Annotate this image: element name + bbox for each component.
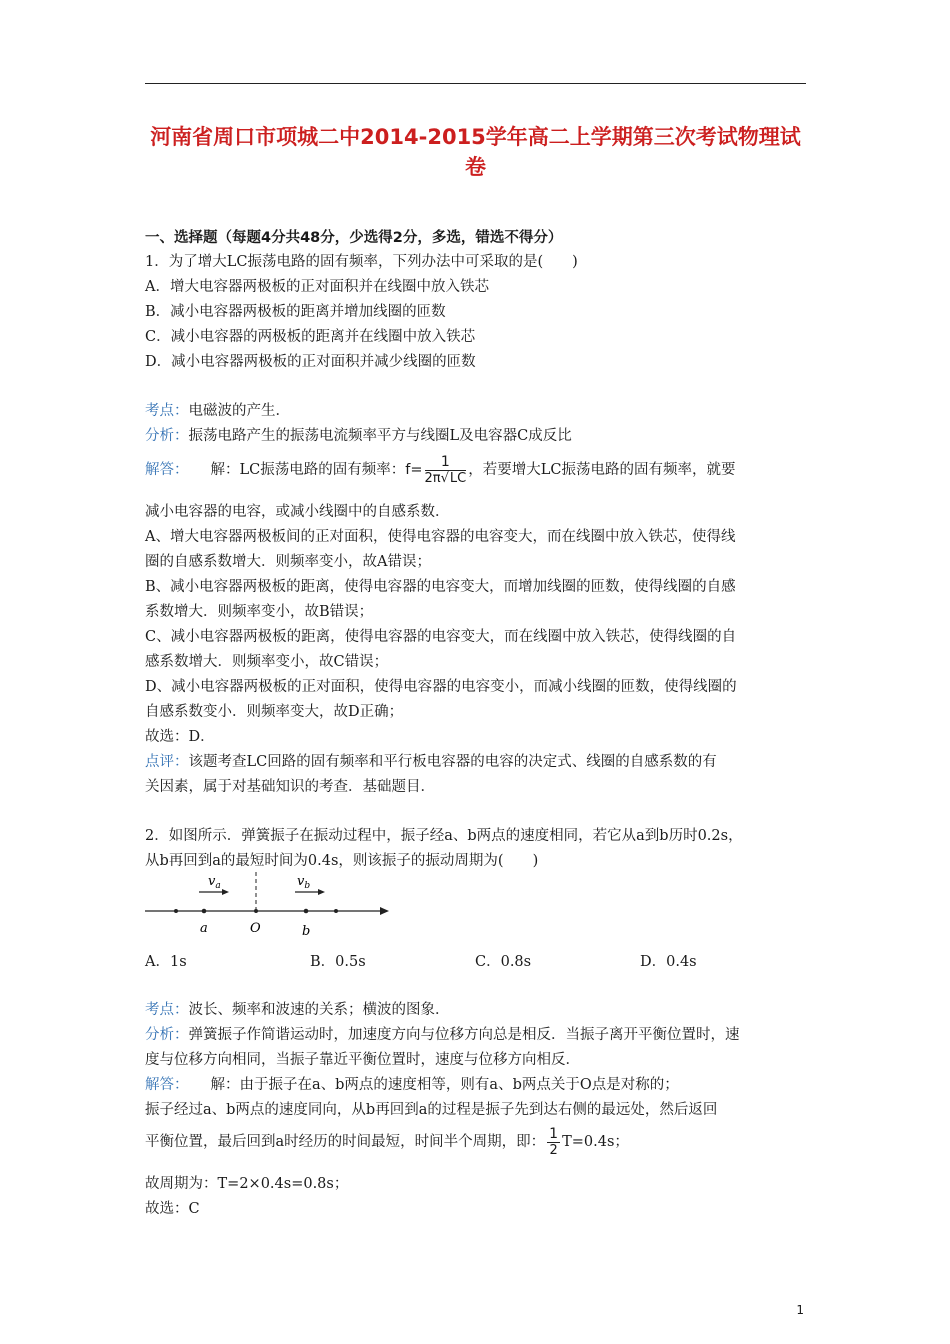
q1-option-d: D．减小电容器两极板的正对面积并减少线圈的匝数 bbox=[145, 354, 476, 370]
q1-line: 感系数增大．则频率变小，故C错误； bbox=[145, 654, 389, 670]
q1-dianping-cont: 关因素，属于对基础知识的考查．基础题目． bbox=[145, 779, 435, 795]
q1-line: 系数增大．则频率变小，故B错误； bbox=[145, 604, 374, 620]
formula-fraction: $\frac{1}{2\pi√LC}$ bbox=[424, 453, 467, 486]
q2-option-a: A．1s bbox=[145, 954, 187, 970]
left-extreme-dot bbox=[174, 909, 178, 913]
q1-fenxi bbox=[145, 426, 572, 446]
q1-jieda bbox=[145, 452, 735, 488]
q2-jieda bbox=[145, 1075, 679, 1095]
q1-line: A、增大电容器两极板间的正对面积，使得电容器的电容变大，而在线圈中放入铁芯，使得线 bbox=[145, 529, 736, 545]
formula-f: f= bbox=[405, 462, 423, 478]
point-b-label: b bbox=[302, 924, 311, 939]
q2-stem: 2．如图所示．弹簧振子在振动过程中，振子经a、b两点的速度相同，若它从a到b历时0.2s， bbox=[145, 828, 743, 844]
q1-line: B、减小电容器两极板的距离，使得电容器的电容变大，而增加线圈的匝数，使得线圈的自感 bbox=[145, 579, 736, 595]
header-rule bbox=[145, 83, 806, 84]
point-a-label: a bbox=[200, 921, 208, 936]
jieda-text-cont: ，若要增大LC振荡电路的固有频率，就要 bbox=[468, 462, 736, 478]
dianping-label: 点评： bbox=[145, 754, 189, 770]
fenxi-label: 分析： bbox=[145, 428, 189, 444]
q1-line: 减小电容器的电容，或减小线圈中的自感系数． bbox=[145, 504, 450, 520]
q1-option-c: C．减小电容器的两极板的距离并在线圈中放入铁芯 bbox=[145, 329, 476, 345]
q2-jieda-line: 振子经过a、b两点的速度同向，从b再回到a的过程是振子先到达右侧的最远处，然后返回 bbox=[145, 1102, 718, 1118]
dianping-text: 该题考查LC回路的固有频率和平行板电容器的电容的决定式、线圈的自感系数的有 bbox=[188, 754, 717, 770]
jieda-label: 解答： bbox=[145, 462, 189, 478]
q1-line: 故选：D． bbox=[145, 729, 215, 745]
va-label: $v_a$ bbox=[208, 874, 221, 891]
jieda-text: 解：由于振子在a、b两点的速度相等，则有a、b两点关于O点是对称的； bbox=[210, 1077, 679, 1093]
q1-stem: 1．为了增大LC振荡电路的固有频率，下列办法中可采取的是( ) bbox=[145, 254, 578, 270]
point-a-dot bbox=[202, 909, 207, 914]
va-arrowhead bbox=[222, 889, 229, 895]
page-title: 河南省周口市项城二中2014-2015学年高二上学期第三次考试物理试卷 bbox=[150, 125, 801, 179]
q2-option-b: B．0.5s bbox=[310, 954, 366, 970]
q2-fenxi-cont: 度与位移方向相同，当振子靠近平衡位置时，速度与位移方向相反． bbox=[145, 1052, 580, 1068]
kaodian-label: 考点： bbox=[145, 403, 189, 419]
kaodian-text: 电磁波的产生． bbox=[188, 403, 290, 419]
oscillator-figure bbox=[143, 870, 393, 942]
q2-fenxi bbox=[145, 1025, 740, 1045]
kaodian-text: 波长、频率和波速的关系；横波的图象． bbox=[188, 1002, 450, 1018]
q1-kaodian bbox=[145, 401, 290, 421]
point-o-label: O bbox=[250, 921, 261, 936]
fenxi-text: 振荡电路产生的振荡电流频率平方与线圈L及电容器C成反比 bbox=[188, 428, 572, 444]
q1-line: 自感系数变小．则频率变大，故D正确； bbox=[145, 704, 404, 720]
jieda-text: 解：LC振荡电路的固有频率： bbox=[210, 462, 406, 478]
page-number: 1 bbox=[796, 1303, 804, 1317]
q1-dianping bbox=[145, 752, 717, 772]
kaodian-label: 考点： bbox=[145, 1002, 189, 1018]
axis-arrowhead bbox=[380, 907, 389, 915]
point-b-dot bbox=[304, 909, 309, 914]
q2-jieda-line: 平衡位置，最后回到a时经历的时间最短，时间半个周期，即： $\frac{1}{2}$ T=0.4s； bbox=[145, 1125, 629, 1158]
q2-stem-cont: 从b再回到a的最短时间为0.4s，则该振子的振动周期为( ) bbox=[145, 853, 539, 869]
q1-option-b: B．减小电容器两极板的距离并增加线圈的匝数 bbox=[145, 304, 446, 320]
fenxi-label: 分析： bbox=[145, 1027, 189, 1043]
q2-jieda-line: 故选：C bbox=[145, 1201, 200, 1217]
q2-option-c: C．0.8s bbox=[475, 954, 532, 970]
vb-label: $v_b$ bbox=[297, 874, 311, 891]
q1-option-a: A．增大电容器两极板的正对面积并在线圈中放入铁芯 bbox=[145, 279, 489, 295]
jieda-label: 解答： bbox=[145, 1077, 189, 1093]
q1-line: D、减小电容器两极板的正对面积，使得电容器的电容变小，而减小线圈的匝数，使得线圈的 bbox=[145, 679, 737, 695]
q2-option-d: D．0.4s bbox=[640, 954, 697, 970]
half-fraction: $\frac{1}{2}$ bbox=[549, 1125, 559, 1158]
q2-jieda-line: 故周期为：T=2×0.4s=0.8s； bbox=[145, 1176, 349, 1192]
fenxi-text: 弹簧振子作简谐运动时，加速度方向与位移方向总是相反．当振子离开平衡位置时，速 bbox=[188, 1027, 740, 1043]
section-heading: 一、选择题（每题4分共48分，少选得2分，多选，错选不得分） bbox=[145, 230, 563, 246]
right-extreme-dot bbox=[334, 909, 338, 913]
q2-kaodian bbox=[145, 1000, 450, 1020]
vb-arrowhead bbox=[318, 889, 325, 895]
q1-line: 圈的自感系数增大．则频率变小，故A错误； bbox=[145, 554, 431, 570]
q1-line: C、减小电容器两极板的距离，使得电容器的电容变大，而在线圈中放入铁芯，使得线圈的自 bbox=[145, 629, 737, 645]
point-o-dot bbox=[254, 909, 258, 913]
